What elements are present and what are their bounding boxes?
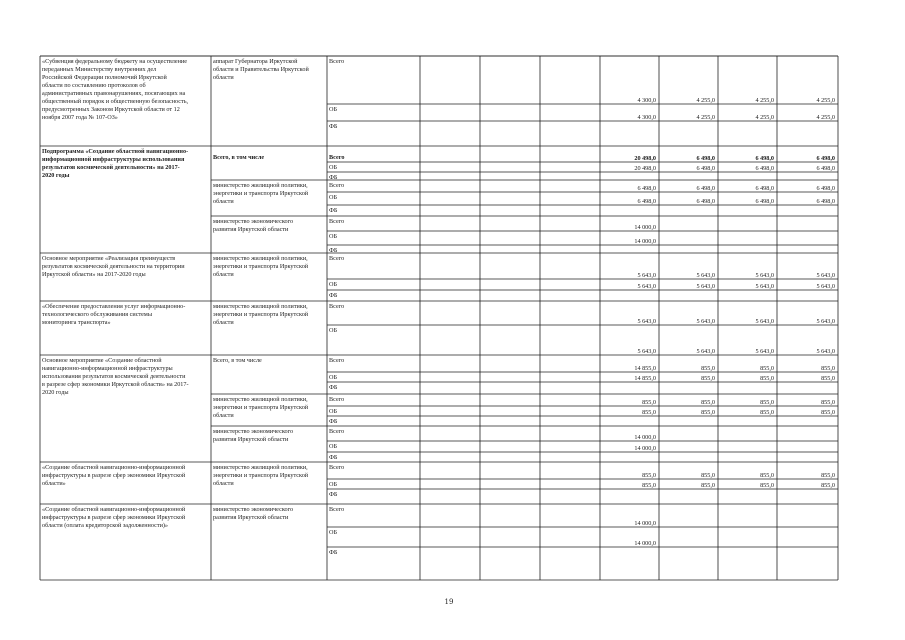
value-cell: 14 000,0	[634, 238, 656, 245]
value-cell: 855,0	[821, 365, 835, 372]
value-cell: 855,0	[642, 472, 656, 479]
fund-source-label: ФБ	[329, 292, 338, 299]
measure-name-line: результатов космической деятельности на территории	[42, 263, 185, 270]
value-cell: 4 255,0	[816, 97, 835, 104]
fund-source-label: ОБ	[329, 529, 338, 536]
value-cell: 20 498,0	[634, 165, 656, 172]
fund-source-label: ОБ	[329, 374, 338, 381]
value-cell: 6 498,0	[816, 165, 835, 172]
value-cell: 855,0	[642, 409, 656, 416]
value-cell: 6 498,0	[755, 185, 774, 192]
fund-source-label: ОБ	[329, 233, 338, 240]
value-cell: 5 643,0	[755, 318, 774, 325]
value-cell: 5 643,0	[816, 283, 835, 290]
measure-name-line: переданных Министерству внутренних дел	[42, 66, 157, 73]
measure-name-line: «Создание областной навигационно-информационной	[42, 464, 186, 471]
value-cell: 6 498,0	[755, 165, 774, 172]
page-number: 19	[444, 598, 454, 606]
value-cell: 5 643,0	[755, 348, 774, 355]
measure-name-line: инфраструктуры в разрезе сфер экономики Иркутской	[42, 472, 186, 479]
executor-name-line: области и Правительства Иркутской	[213, 66, 309, 73]
value-cell: 855,0	[821, 375, 835, 382]
executor-name-line: министерство экономического	[213, 428, 294, 435]
value-cell: 855,0	[821, 472, 835, 479]
value-cell: 6 498,0	[816, 185, 835, 192]
executor-name-line: энергетики и транспорта Иркутской	[213, 190, 309, 197]
value-cell: 855,0	[821, 409, 835, 416]
value-cell: 14 000,0	[634, 224, 656, 231]
fund-source-label: Всего	[329, 154, 345, 161]
fund-source-label: ФБ	[329, 174, 338, 181]
value-cell: 6 498,0	[696, 198, 715, 205]
value-cell: 855,0	[760, 472, 774, 479]
measure-name-line: области (оплата кредиторской задолженности)»	[42, 522, 169, 529]
executor-name-line: энергетики и транспорта Иркутской	[213, 404, 309, 411]
executor-name-line: области	[213, 480, 234, 487]
measure-name-line: навигационно-информационной инфраструктуры	[42, 365, 173, 372]
fund-source-label: Всего	[329, 506, 345, 513]
fund-source-label: ФБ	[329, 384, 338, 391]
fund-source-label: ФБ	[329, 123, 338, 130]
value-cell: 855,0	[760, 399, 774, 406]
value-cell: 5 643,0	[696, 348, 715, 355]
value-cell: 5 643,0	[696, 283, 715, 290]
measure-name-line: Подпрограмма «Создание областной навигационно-	[42, 148, 189, 155]
value-cell: 6 498,0	[755, 155, 774, 162]
fund-source-label: Всего	[329, 182, 345, 189]
fund-source-label: ОБ	[329, 164, 338, 171]
table-grid	[40, 56, 838, 580]
executor-name-line: области	[213, 271, 234, 278]
executor-name-line: энергетики и транспорта Иркутской	[213, 263, 309, 270]
value-cell: 4 255,0	[816, 114, 835, 121]
measure-name-line: инфраструктуры в разрезе сфер экономики Иркутской	[42, 514, 186, 521]
value-cell: 855,0	[821, 482, 835, 489]
executor-name-line: энергетики и транспорта Иркутской	[213, 311, 309, 318]
executor-name-line: Всего, в том числе	[213, 154, 265, 161]
value-cell: 5 643,0	[637, 318, 656, 325]
value-cell: 5 643,0	[755, 272, 774, 279]
fund-source-label: Всего	[329, 357, 345, 364]
executor-name-line: развития Иркутской области	[213, 226, 289, 233]
value-cell: 5 643,0	[637, 348, 656, 355]
fund-source-label: ФБ	[329, 549, 338, 556]
value-cell: 855,0	[701, 482, 715, 489]
measure-name-line: технологического обслуживания системы	[42, 311, 152, 318]
value-cell: 6 498,0	[637, 185, 656, 192]
fund-source-label: Всего	[329, 255, 345, 262]
fund-source-label: ОБ	[329, 408, 338, 415]
measure-name-line: 2020 годы	[42, 389, 69, 396]
executor-name-line: министерство жилищной политики,	[213, 464, 308, 471]
executor-name-line: министерство жилищной политики,	[213, 182, 308, 189]
measure-name-line: административных правонарушениях, посягающих на	[42, 90, 186, 97]
value-cell: 5 643,0	[816, 348, 835, 355]
fund-source-label: ОБ	[329, 281, 338, 288]
executor-name-line: министерство жилищной политики,	[213, 255, 308, 262]
measure-name-line: Основное мероприятие «Реализация преимуществ	[42, 255, 176, 262]
executor-name-line: министерство жилищной политики,	[213, 396, 308, 403]
fund-source-label: Всего	[329, 58, 345, 65]
fund-source-label: ФБ	[329, 491, 338, 498]
executor-name-line: министерство жилищной политики,	[213, 303, 308, 310]
value-cell: 855,0	[701, 365, 715, 372]
fund-source-label: ОБ	[329, 443, 338, 450]
executor-name-line: министерство экономического	[213, 506, 294, 513]
fund-source-label: ОБ	[329, 106, 338, 113]
measure-name-line: мониторинга транспорта»	[42, 319, 111, 326]
value-cell: 855,0	[701, 472, 715, 479]
value-cell: 4 300,0	[637, 114, 656, 121]
executor-name-line: области	[213, 412, 234, 419]
fund-source-label: Всего	[329, 218, 345, 225]
value-cell: 20 498,0	[634, 155, 656, 162]
value-cell: 855,0	[642, 482, 656, 489]
value-cell: 14 855,0	[634, 365, 656, 372]
fund-source-label: ОБ	[329, 327, 338, 334]
measure-name-line: предусмотренных Законом Иркутской области от 12	[42, 106, 180, 113]
measure-name-line: ноября 2007 года № 107-ОЗ»	[42, 114, 118, 121]
executor-name-line: аппарат Губернатора Иркутской	[213, 58, 298, 65]
executor-name-line: области	[213, 74, 234, 81]
table-body	[42, 58, 835, 556]
value-cell: 14 000,0	[634, 445, 656, 452]
measure-name-line: «Обеспечение предоставления услуг информационно-	[42, 303, 186, 310]
value-cell: 6 498,0	[696, 185, 715, 192]
value-cell: 5 643,0	[637, 283, 656, 290]
value-cell: 14 000,0	[634, 520, 656, 527]
measure-name-line: Иркутской области» на 2017-2020 годы	[42, 271, 146, 278]
measure-name-line: информационной инфраструктуры использования	[42, 156, 185, 163]
measure-name-line: результатов космической деятельности» на 2017-	[42, 164, 180, 171]
executor-name-line: энергетики и транспорта Иркутской	[213, 472, 309, 479]
value-cell: 5 643,0	[696, 318, 715, 325]
executor-name-line: развития Иркутской области	[213, 514, 289, 521]
value-cell: 5 643,0	[755, 283, 774, 290]
value-cell: 14 855,0	[634, 375, 656, 382]
fund-source-label: ФБ	[329, 247, 338, 254]
fund-source-label: ОБ	[329, 481, 338, 488]
executor-name-line: развития Иркутской области	[213, 436, 289, 443]
value-cell: 6 498,0	[755, 198, 774, 205]
value-cell: 855,0	[701, 399, 715, 406]
value-cell: 4 255,0	[696, 114, 715, 121]
fund-source-label: ФБ	[329, 454, 338, 461]
value-cell: 5 643,0	[816, 318, 835, 325]
value-cell: 855,0	[701, 375, 715, 382]
value-cell: 6 498,0	[696, 155, 715, 162]
value-cell: 855,0	[760, 409, 774, 416]
value-cell: 855,0	[701, 409, 715, 416]
executor-name-line: министерство экономического	[213, 218, 294, 225]
fund-source-label: Всего	[329, 428, 345, 435]
executor-name-line: области	[213, 198, 234, 205]
value-cell: 855,0	[760, 375, 774, 382]
value-cell: 6 498,0	[696, 165, 715, 172]
value-cell: 14 000,0	[634, 434, 656, 441]
measure-name-line: «Субвенция федеральному бюджету на осуществление	[42, 58, 187, 65]
measure-name-line: области»	[42, 480, 66, 487]
value-cell: 5 643,0	[696, 272, 715, 279]
value-cell: 855,0	[821, 399, 835, 406]
measure-name-line: общественный порядок и общественную безопасность,	[42, 98, 189, 105]
value-cell: 855,0	[760, 365, 774, 372]
executor-name-line: Всего, в том числе	[213, 357, 262, 364]
measure-name-line: «Создание областной навигационно-информационной	[42, 506, 186, 513]
value-cell: 6 498,0	[637, 198, 656, 205]
fund-source-label: ФБ	[329, 418, 338, 425]
value-cell: 4 255,0	[696, 97, 715, 104]
measure-name-line: 2020 годы	[42, 172, 70, 179]
value-cell: 6 498,0	[816, 155, 835, 162]
fund-source-label: ОБ	[329, 194, 338, 201]
measure-name-line: в разрезе сфер экономики Иркутской области» на 2017-	[42, 381, 189, 388]
value-cell: 4 255,0	[755, 97, 774, 104]
value-cell: 5 643,0	[816, 272, 835, 279]
executor-name-line: области	[213, 319, 234, 326]
value-cell: 6 498,0	[816, 198, 835, 205]
fund-source-label: Всего	[329, 396, 345, 403]
value-cell: 5 643,0	[637, 272, 656, 279]
value-cell: 4 300,0	[637, 97, 656, 104]
measure-name-line: Российской Федерации полномочий Иркутской	[42, 74, 167, 81]
fund-source-label: Всего	[329, 303, 345, 310]
measure-name-line: использования результатов космической деятельности	[42, 373, 186, 380]
value-cell: 855,0	[760, 482, 774, 489]
value-cell: 855,0	[642, 399, 656, 406]
measure-name-line: области по составлению протоколов об	[42, 82, 146, 89]
value-cell: 14 000,0	[634, 540, 656, 547]
fund-source-label: ФБ	[329, 207, 338, 214]
value-cell: 4 255,0	[755, 114, 774, 121]
fund-source-label: Всего	[329, 464, 345, 471]
measure-name-line: Основное мероприятие «Создание областной	[42, 357, 162, 364]
